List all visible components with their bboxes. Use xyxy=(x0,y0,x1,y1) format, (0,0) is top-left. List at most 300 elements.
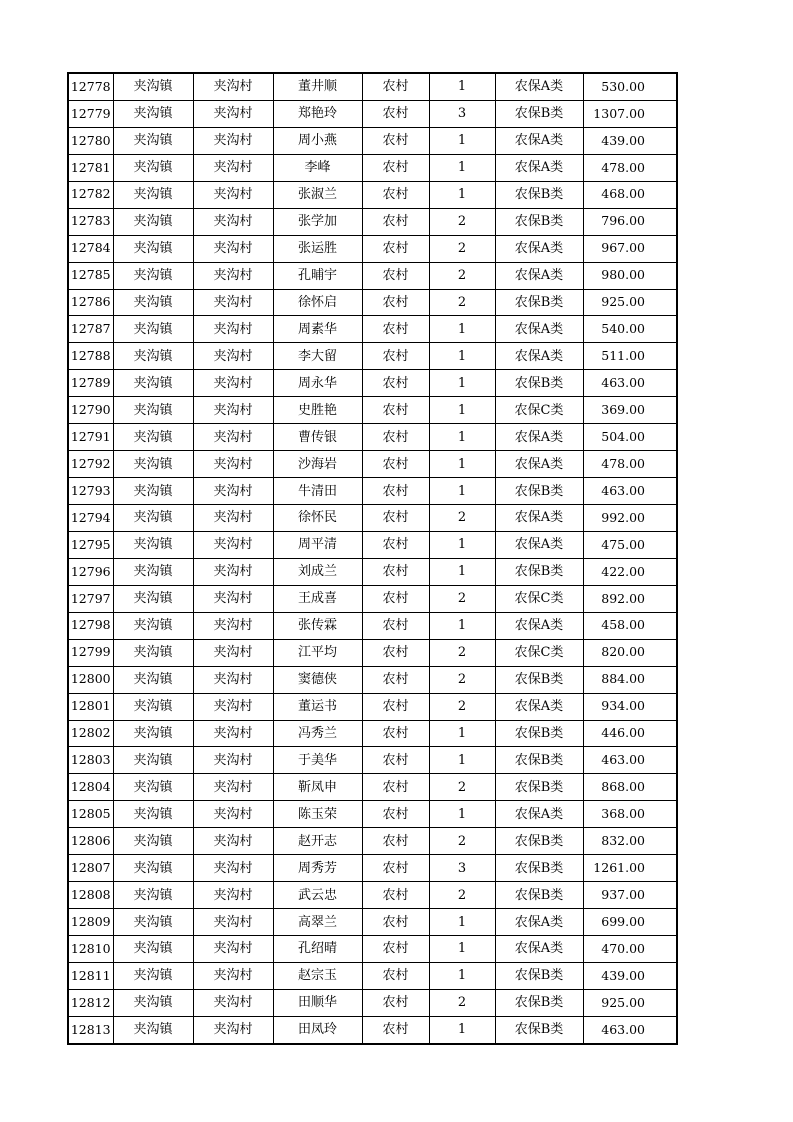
name-cell: 靳凤申 xyxy=(273,774,362,801)
residence-type-cell: 农村 xyxy=(362,451,429,478)
name-cell: 郑艳玲 xyxy=(273,100,362,127)
residence-type-cell: 农村 xyxy=(362,989,429,1016)
village-cell: 夹沟村 xyxy=(193,612,273,639)
name-cell: 董运书 xyxy=(273,693,362,720)
village-cell: 夹沟村 xyxy=(193,531,273,558)
table-row xyxy=(68,424,677,451)
town-cell: 夹沟镇 xyxy=(113,451,193,478)
record-id-cell: 12800 xyxy=(68,666,113,693)
village-cell: 夹沟村 xyxy=(193,828,273,855)
town-cell: 夹沟镇 xyxy=(113,100,193,127)
residence-type-cell: 农村 xyxy=(362,801,429,828)
amount-cell: 992.00 xyxy=(583,505,677,532)
town-cell: 夹沟镇 xyxy=(113,828,193,855)
table-row xyxy=(68,1016,677,1043)
residence-type-cell: 农村 xyxy=(362,370,429,397)
household-size-cell: 3 xyxy=(429,855,495,882)
relief-roster-table xyxy=(67,72,678,1045)
town-cell: 夹沟镇 xyxy=(113,370,193,397)
record-id-cell: 12811 xyxy=(68,962,113,989)
residence-type-cell: 农村 xyxy=(362,73,429,100)
household-size-cell: 1 xyxy=(429,936,495,963)
amount-cell: 504.00 xyxy=(583,424,677,451)
table-row xyxy=(68,370,677,397)
name-cell: 孔晡宇 xyxy=(273,262,362,289)
town-cell: 夹沟镇 xyxy=(113,397,193,424)
category-cell: 农保C类 xyxy=(495,397,583,424)
amount-cell: 699.00 xyxy=(583,909,677,936)
household-size-cell: 2 xyxy=(429,585,495,612)
household-size-cell: 1 xyxy=(429,801,495,828)
household-size-cell: 1 xyxy=(429,154,495,181)
household-size-cell: 1 xyxy=(429,73,495,100)
household-size-cell: 1 xyxy=(429,612,495,639)
town-cell: 夹沟镇 xyxy=(113,962,193,989)
town-cell: 夹沟镇 xyxy=(113,289,193,316)
record-id-cell: 12791 xyxy=(68,424,113,451)
record-id-cell: 12795 xyxy=(68,531,113,558)
name-cell: 张学加 xyxy=(273,208,362,235)
town-cell: 夹沟镇 xyxy=(113,666,193,693)
residence-type-cell: 农村 xyxy=(362,855,429,882)
amount-cell: 980.00 xyxy=(583,262,677,289)
residence-type-cell: 农村 xyxy=(362,478,429,505)
town-cell: 夹沟镇 xyxy=(113,1016,193,1043)
village-cell: 夹沟村 xyxy=(193,262,273,289)
residence-type-cell: 农村 xyxy=(362,882,429,909)
category-cell: 农保B类 xyxy=(495,962,583,989)
name-cell: 周秀芳 xyxy=(273,855,362,882)
amount-cell: 458.00 xyxy=(583,612,677,639)
residence-type-cell: 农村 xyxy=(362,639,429,666)
amount-cell: 1307.00 xyxy=(583,100,677,127)
record-id-cell: 12808 xyxy=(68,882,113,909)
amount-cell: 884.00 xyxy=(583,666,677,693)
record-id-cell: 12781 xyxy=(68,154,113,181)
category-cell: 农保B类 xyxy=(495,774,583,801)
amount-cell: 934.00 xyxy=(583,693,677,720)
category-cell: 农保A类 xyxy=(495,612,583,639)
village-cell: 夹沟村 xyxy=(193,505,273,532)
village-cell: 夹沟村 xyxy=(193,962,273,989)
household-size-cell: 1 xyxy=(429,909,495,936)
household-size-cell: 1 xyxy=(429,316,495,343)
category-cell: 农保C类 xyxy=(495,585,583,612)
town-cell: 夹沟镇 xyxy=(113,936,193,963)
village-cell: 夹沟村 xyxy=(193,100,273,127)
category-cell: 农保A类 xyxy=(495,424,583,451)
table-row xyxy=(68,989,677,1016)
village-cell: 夹沟村 xyxy=(193,451,273,478)
record-id-cell: 12790 xyxy=(68,397,113,424)
table-row xyxy=(68,774,677,801)
amount-cell: 820.00 xyxy=(583,639,677,666)
village-cell: 夹沟村 xyxy=(193,747,273,774)
table-row xyxy=(68,801,677,828)
table-row xyxy=(68,828,677,855)
household-size-cell: 1 xyxy=(429,1016,495,1043)
name-cell: 孔绍晴 xyxy=(273,936,362,963)
name-cell: 冯秀兰 xyxy=(273,720,362,747)
village-cell: 夹沟村 xyxy=(193,343,273,370)
table-row xyxy=(68,909,677,936)
amount-cell: 967.00 xyxy=(583,235,677,262)
household-size-cell: 2 xyxy=(429,208,495,235)
table-row xyxy=(68,181,677,208)
residence-type-cell: 农村 xyxy=(362,154,429,181)
category-cell: 农保A类 xyxy=(495,235,583,262)
village-cell: 夹沟村 xyxy=(193,424,273,451)
name-cell: 刘成兰 xyxy=(273,558,362,585)
record-id-cell: 12794 xyxy=(68,505,113,532)
town-cell: 夹沟镇 xyxy=(113,208,193,235)
category-cell: 农保B类 xyxy=(495,181,583,208)
household-size-cell: 1 xyxy=(429,127,495,154)
village-cell: 夹沟村 xyxy=(193,720,273,747)
record-id-cell: 12793 xyxy=(68,478,113,505)
amount-cell: 832.00 xyxy=(583,828,677,855)
name-cell: 陈玉荣 xyxy=(273,801,362,828)
amount-cell: 925.00 xyxy=(583,289,677,316)
town-cell: 夹沟镇 xyxy=(113,747,193,774)
name-cell: 田顺华 xyxy=(273,989,362,1016)
name-cell: 窦德侠 xyxy=(273,666,362,693)
table-row xyxy=(68,585,677,612)
village-cell: 夹沟村 xyxy=(193,801,273,828)
household-size-cell: 2 xyxy=(429,262,495,289)
household-size-cell: 2 xyxy=(429,882,495,909)
category-cell: 农保B类 xyxy=(495,100,583,127)
household-size-cell: 1 xyxy=(429,962,495,989)
residence-type-cell: 农村 xyxy=(362,612,429,639)
name-cell: 于美华 xyxy=(273,747,362,774)
category-cell: 农保A类 xyxy=(495,909,583,936)
name-cell: 王成喜 xyxy=(273,585,362,612)
table-row xyxy=(68,962,677,989)
residence-type-cell: 农村 xyxy=(362,774,429,801)
record-id-cell: 12792 xyxy=(68,451,113,478)
residence-type-cell: 农村 xyxy=(362,100,429,127)
residence-type-cell: 农村 xyxy=(362,666,429,693)
residence-type-cell: 农村 xyxy=(362,262,429,289)
record-id-cell: 12789 xyxy=(68,370,113,397)
name-cell: 李大留 xyxy=(273,343,362,370)
category-cell: 农保B类 xyxy=(495,478,583,505)
town-cell: 夹沟镇 xyxy=(113,585,193,612)
amount-cell: 368.00 xyxy=(583,801,677,828)
village-cell: 夹沟村 xyxy=(193,585,273,612)
village-cell: 夹沟村 xyxy=(193,181,273,208)
town-cell: 夹沟镇 xyxy=(113,343,193,370)
record-id-cell: 12803 xyxy=(68,747,113,774)
record-id-cell: 12810 xyxy=(68,936,113,963)
name-cell: 史胜艳 xyxy=(273,397,362,424)
name-cell: 赵宗玉 xyxy=(273,962,362,989)
village-cell: 夹沟村 xyxy=(193,882,273,909)
name-cell: 徐怀民 xyxy=(273,505,362,532)
town-cell: 夹沟镇 xyxy=(113,882,193,909)
name-cell: 赵开志 xyxy=(273,828,362,855)
residence-type-cell: 农村 xyxy=(362,962,429,989)
table-row xyxy=(68,343,677,370)
table-row xyxy=(68,100,677,127)
category-cell: 农保B类 xyxy=(495,989,583,1016)
village-cell: 夹沟村 xyxy=(193,370,273,397)
household-size-cell: 1 xyxy=(429,720,495,747)
household-size-cell: 2 xyxy=(429,828,495,855)
household-size-cell: 2 xyxy=(429,639,495,666)
residence-type-cell: 农村 xyxy=(362,181,429,208)
table-row xyxy=(68,747,677,774)
table-row xyxy=(68,505,677,532)
amount-cell: 369.00 xyxy=(583,397,677,424)
village-cell: 夹沟村 xyxy=(193,208,273,235)
residence-type-cell: 农村 xyxy=(362,909,429,936)
household-size-cell: 1 xyxy=(429,397,495,424)
table-row xyxy=(68,693,677,720)
town-cell: 夹沟镇 xyxy=(113,855,193,882)
category-cell: 农保B类 xyxy=(495,1016,583,1043)
table-row xyxy=(68,531,677,558)
town-cell: 夹沟镇 xyxy=(113,693,193,720)
table-row xyxy=(68,882,677,909)
village-cell: 夹沟村 xyxy=(193,936,273,963)
table-row xyxy=(68,639,677,666)
town-cell: 夹沟镇 xyxy=(113,181,193,208)
village-cell: 夹沟村 xyxy=(193,154,273,181)
record-id-cell: 12799 xyxy=(68,639,113,666)
name-cell: 张传霖 xyxy=(273,612,362,639)
amount-cell: 478.00 xyxy=(583,451,677,478)
category-cell: 农保A类 xyxy=(495,936,583,963)
record-id-cell: 12802 xyxy=(68,720,113,747)
residence-type-cell: 农村 xyxy=(362,1016,429,1043)
name-cell: 周平清 xyxy=(273,531,362,558)
category-cell: 农保A类 xyxy=(495,154,583,181)
category-cell: 农保A类 xyxy=(495,451,583,478)
amount-cell: 925.00 xyxy=(583,989,677,1016)
record-id-cell: 12787 xyxy=(68,316,113,343)
name-cell: 高翠兰 xyxy=(273,909,362,936)
village-cell: 夹沟村 xyxy=(193,989,273,1016)
record-id-cell: 12813 xyxy=(68,1016,113,1043)
table-body xyxy=(68,73,677,1044)
residence-type-cell: 农村 xyxy=(362,127,429,154)
record-id-cell: 12778 xyxy=(68,73,113,100)
amount-cell: 1261.00 xyxy=(583,855,677,882)
table-row xyxy=(68,316,677,343)
name-cell: 徐怀启 xyxy=(273,289,362,316)
town-cell: 夹沟镇 xyxy=(113,478,193,505)
household-size-cell: 2 xyxy=(429,666,495,693)
amount-cell: 530.00 xyxy=(583,73,677,100)
household-size-cell: 3 xyxy=(429,100,495,127)
town-cell: 夹沟镇 xyxy=(113,73,193,100)
record-id-cell: 12798 xyxy=(68,612,113,639)
name-cell: 牛清田 xyxy=(273,478,362,505)
name-cell: 董井顺 xyxy=(273,73,362,100)
household-size-cell: 1 xyxy=(429,343,495,370)
category-cell: 农保B类 xyxy=(495,289,583,316)
record-id-cell: 12779 xyxy=(68,100,113,127)
town-cell: 夹沟镇 xyxy=(113,558,193,585)
table-row xyxy=(68,154,677,181)
residence-type-cell: 农村 xyxy=(362,316,429,343)
amount-cell: 478.00 xyxy=(583,154,677,181)
category-cell: 农保A类 xyxy=(495,505,583,532)
table-row xyxy=(68,235,677,262)
amount-cell: 868.00 xyxy=(583,774,677,801)
town-cell: 夹沟镇 xyxy=(113,774,193,801)
table-row xyxy=(68,855,677,882)
record-id-cell: 12783 xyxy=(68,208,113,235)
table-row xyxy=(68,478,677,505)
category-cell: 农保B类 xyxy=(495,208,583,235)
village-cell: 夹沟村 xyxy=(193,316,273,343)
town-cell: 夹沟镇 xyxy=(113,235,193,262)
village-cell: 夹沟村 xyxy=(193,397,273,424)
amount-cell: 439.00 xyxy=(583,962,677,989)
residence-type-cell: 农村 xyxy=(362,531,429,558)
record-id-cell: 12785 xyxy=(68,262,113,289)
town-cell: 夹沟镇 xyxy=(113,989,193,1016)
village-cell: 夹沟村 xyxy=(193,693,273,720)
residence-type-cell: 农村 xyxy=(362,936,429,963)
household-size-cell: 2 xyxy=(429,505,495,532)
name-cell: 曹传银 xyxy=(273,424,362,451)
category-cell: 农保B类 xyxy=(495,882,583,909)
town-cell: 夹沟镇 xyxy=(113,801,193,828)
village-cell: 夹沟村 xyxy=(193,666,273,693)
amount-cell: 463.00 xyxy=(583,747,677,774)
town-cell: 夹沟镇 xyxy=(113,316,193,343)
table-row xyxy=(68,397,677,424)
village-cell: 夹沟村 xyxy=(193,1016,273,1043)
amount-cell: 463.00 xyxy=(583,1016,677,1043)
name-cell: 李峰 xyxy=(273,154,362,181)
town-cell: 夹沟镇 xyxy=(113,505,193,532)
category-cell: 农保A类 xyxy=(495,343,583,370)
category-cell: 农保A类 xyxy=(495,127,583,154)
amount-cell: 892.00 xyxy=(583,585,677,612)
town-cell: 夹沟镇 xyxy=(113,909,193,936)
name-cell: 张淑兰 xyxy=(273,181,362,208)
household-size-cell: 1 xyxy=(429,424,495,451)
record-id-cell: 12812 xyxy=(68,989,113,1016)
category-cell: 农保A类 xyxy=(495,262,583,289)
residence-type-cell: 农村 xyxy=(362,828,429,855)
residence-type-cell: 农村 xyxy=(362,424,429,451)
household-size-cell: 1 xyxy=(429,451,495,478)
amount-cell: 422.00 xyxy=(583,558,677,585)
residence-type-cell: 农村 xyxy=(362,208,429,235)
town-cell: 夹沟镇 xyxy=(113,531,193,558)
record-id-cell: 12788 xyxy=(68,343,113,370)
town-cell: 夹沟镇 xyxy=(113,262,193,289)
household-size-cell: 2 xyxy=(429,693,495,720)
amount-cell: 540.00 xyxy=(583,316,677,343)
name-cell: 武云忠 xyxy=(273,882,362,909)
residence-type-cell: 农村 xyxy=(362,693,429,720)
town-cell: 夹沟镇 xyxy=(113,720,193,747)
record-id-cell: 12805 xyxy=(68,801,113,828)
village-cell: 夹沟村 xyxy=(193,127,273,154)
table-row xyxy=(68,451,677,478)
record-id-cell: 12786 xyxy=(68,289,113,316)
table-row xyxy=(68,936,677,963)
amount-cell: 796.00 xyxy=(583,208,677,235)
household-size-cell: 2 xyxy=(429,989,495,1016)
name-cell: 张运胜 xyxy=(273,235,362,262)
category-cell: 农保B类 xyxy=(495,666,583,693)
town-cell: 夹沟镇 xyxy=(113,612,193,639)
amount-cell: 463.00 xyxy=(583,478,677,505)
record-id-cell: 12801 xyxy=(68,693,113,720)
household-size-cell: 1 xyxy=(429,747,495,774)
table-row xyxy=(68,558,677,585)
table-row xyxy=(68,73,677,100)
village-cell: 夹沟村 xyxy=(193,478,273,505)
village-cell: 夹沟村 xyxy=(193,855,273,882)
household-size-cell: 2 xyxy=(429,289,495,316)
amount-cell: 439.00 xyxy=(583,127,677,154)
category-cell: 农保B类 xyxy=(495,720,583,747)
town-cell: 夹沟镇 xyxy=(113,639,193,666)
village-cell: 夹沟村 xyxy=(193,558,273,585)
category-cell: 农保B类 xyxy=(495,828,583,855)
category-cell: 农保B类 xyxy=(495,747,583,774)
residence-type-cell: 农村 xyxy=(362,235,429,262)
household-size-cell: 2 xyxy=(429,774,495,801)
category-cell: 农保B类 xyxy=(495,855,583,882)
table-row xyxy=(68,208,677,235)
residence-type-cell: 农村 xyxy=(362,585,429,612)
name-cell: 田凤玲 xyxy=(273,1016,362,1043)
record-id-cell: 12784 xyxy=(68,235,113,262)
village-cell: 夹沟村 xyxy=(193,774,273,801)
residence-type-cell: 农村 xyxy=(362,747,429,774)
record-id-cell: 12782 xyxy=(68,181,113,208)
table-row xyxy=(68,289,677,316)
residence-type-cell: 农村 xyxy=(362,720,429,747)
town-cell: 夹沟镇 xyxy=(113,127,193,154)
town-cell: 夹沟镇 xyxy=(113,154,193,181)
category-cell: 农保A类 xyxy=(495,693,583,720)
household-size-cell: 1 xyxy=(429,558,495,585)
record-id-cell: 12804 xyxy=(68,774,113,801)
category-cell: 农保A类 xyxy=(495,73,583,100)
category-cell: 农保B类 xyxy=(495,370,583,397)
category-cell: 农保A类 xyxy=(495,531,583,558)
category-cell: 农保A类 xyxy=(495,801,583,828)
residence-type-cell: 农村 xyxy=(362,505,429,532)
amount-cell: 475.00 xyxy=(583,531,677,558)
town-cell: 夹沟镇 xyxy=(113,424,193,451)
village-cell: 夹沟村 xyxy=(193,289,273,316)
table-row xyxy=(68,666,677,693)
household-size-cell: 1 xyxy=(429,531,495,558)
record-id-cell: 12780 xyxy=(68,127,113,154)
village-cell: 夹沟村 xyxy=(193,235,273,262)
amount-cell: 463.00 xyxy=(583,370,677,397)
residence-type-cell: 农村 xyxy=(362,558,429,585)
amount-cell: 446.00 xyxy=(583,720,677,747)
record-id-cell: 12809 xyxy=(68,909,113,936)
amount-cell: 470.00 xyxy=(583,936,677,963)
record-id-cell: 12796 xyxy=(68,558,113,585)
household-size-cell: 1 xyxy=(429,478,495,505)
household-size-cell: 1 xyxy=(429,181,495,208)
